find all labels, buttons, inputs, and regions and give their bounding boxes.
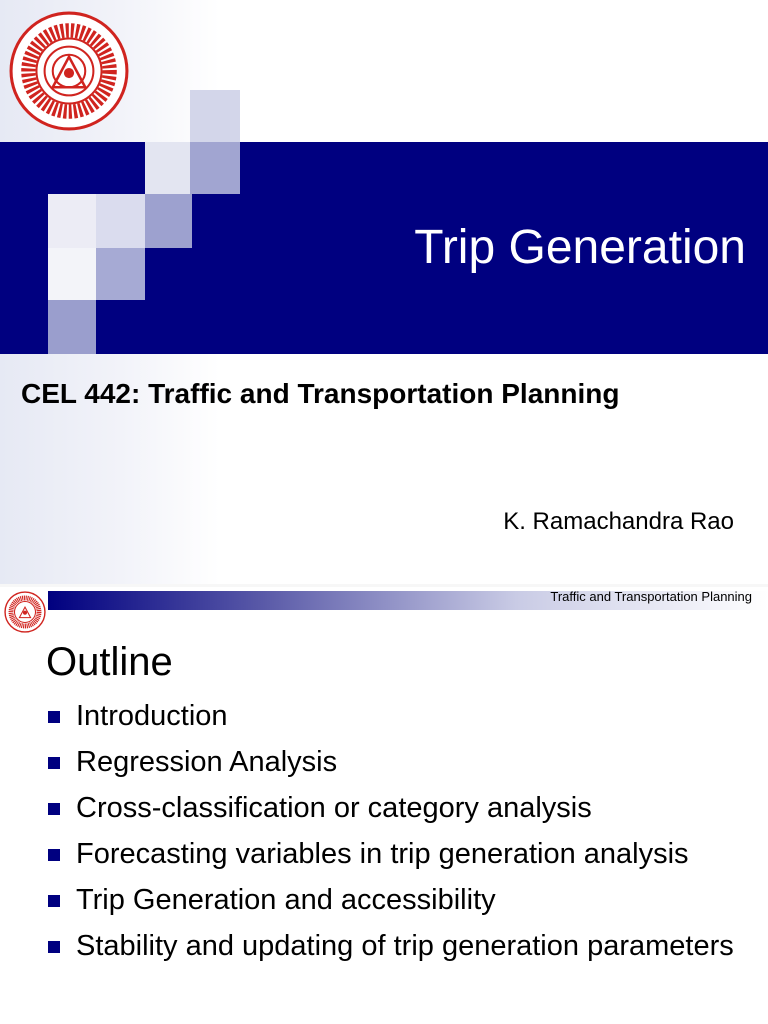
deco-square (145, 142, 195, 194)
list-item-text: Stability and updating of trip generation parameters (76, 930, 734, 962)
deco-square (190, 90, 240, 142)
list-item (48, 928, 748, 964)
square-bullet-icon (48, 941, 60, 953)
outline-list (48, 698, 748, 974)
square-bullet-icon (48, 803, 60, 815)
list-item-text: Forecasting variables in trip generation analysis (76, 838, 689, 870)
outline-slide (0, 587, 768, 1024)
list-item-text: Cross-classification or category analysis (76, 792, 592, 824)
deco-square (48, 248, 96, 300)
list-item-text: Trip Generation and accessibility (76, 884, 496, 916)
deco-square (48, 194, 96, 248)
institute-logo-small (4, 591, 46, 633)
square-bullet-icon (48, 757, 60, 769)
deco-square (96, 248, 145, 300)
square-bullet-icon (48, 849, 60, 861)
square-bullet-icon (48, 711, 60, 723)
outline-heading: Outline (46, 640, 173, 684)
list-item-text: Introduction (76, 700, 228, 732)
list-item (48, 882, 748, 918)
deco-square (96, 194, 145, 248)
list-item (48, 790, 748, 826)
slide-title: Trip Generation (414, 221, 746, 274)
header-course-title: Traffic and Transportation Planning (550, 589, 752, 604)
list-item-text: Regression Analysis (76, 746, 338, 778)
institute-logo (8, 10, 130, 132)
deco-square (48, 300, 96, 354)
deco-square (145, 194, 192, 248)
course-subtitle: CEL 442: Traffic and Transportation Planning (21, 378, 620, 409)
deco-square (0, 194, 48, 248)
deco-square (190, 142, 240, 194)
list-item (48, 698, 748, 734)
list-item (48, 744, 748, 780)
square-bullet-icon (48, 895, 60, 907)
author-name: K. Ramachandra Rao (503, 508, 734, 535)
list-item (48, 836, 748, 872)
